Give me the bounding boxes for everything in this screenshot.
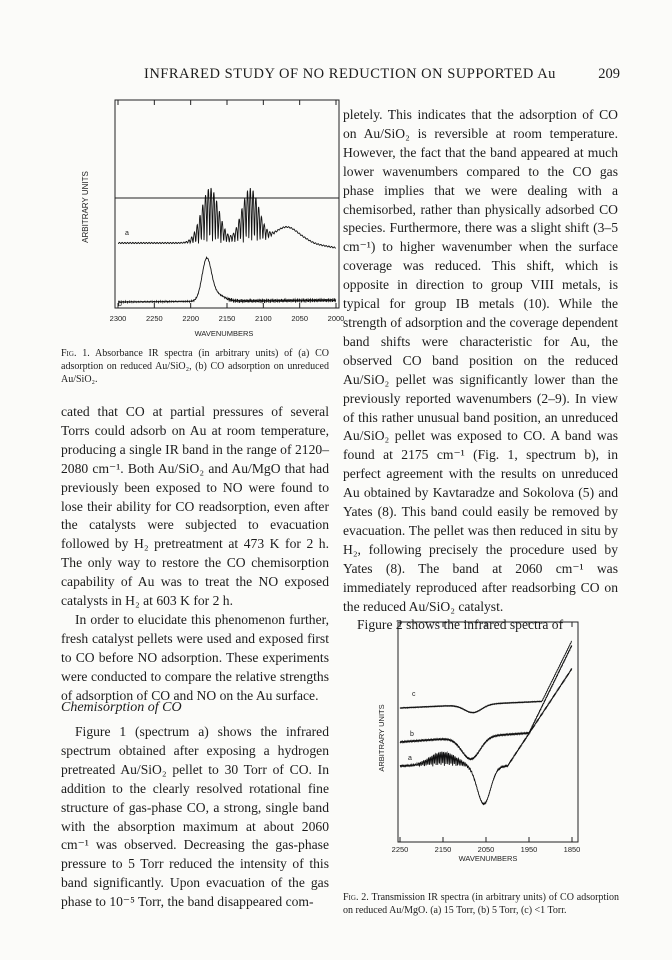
figure-1-caption-label: Fig. 1. xyxy=(61,348,90,359)
figure-1-tick-label: 2250 xyxy=(145,314,163,323)
figure-1-caption xyxy=(61,347,329,386)
right-paragraph-2: Figure 2 shows the infrared spectra of xyxy=(357,617,564,633)
figure-2-tick-label: 2050 xyxy=(477,845,495,854)
figure-2-x-axis-label: WAVENUMBERS xyxy=(458,854,518,863)
figure-2-curve-label-c: c xyxy=(412,691,416,698)
section-heading: Chemisorption of CO xyxy=(61,700,182,715)
figure-2 xyxy=(377,614,586,864)
figure-1-x-axis-label: WAVENUMBERS xyxy=(194,329,254,338)
running-header xyxy=(60,66,620,86)
right-paragraph-1: pletely. This indicates that the adsorption of CO on Au/SiO₂ is reversible at room temperature. However, the fact that the band appeared at much lower wavenumbers compared to the CO gas phase implies that we were dealing with a chemisorbed, rather than physically adsorbed CO species. Furthermore, there was a slight shift (3–5 cm⁻¹) to higher wavenumber when the surface coverage was reduced. This shift, which is opposite in direction to group VIII metals, is typical for group IB metals (10). While the strength of adsorption and the coverage dependent band shifts were characteristic for Au, the observed CO band position on the reduced Au/SiO₂ pellet was significantly lower than the previously reported wavenumbers (2–9). In view of this rather unusual band position, an unreduced Au/SiO₂ pellet was exposed to CO. A band was found at 2175 cm⁻¹ (Fig. 1, spectrum b), in perfect agreement with the results on unreduced Au obtained by Kavtaradze and Sokolova (5) and Yates (8). This band could easily be removed by evacuation. The pellet was then reduced in situ by H₂, following precisely the procedure used by Yates (8). The band at 2060 cm⁻¹ was immediately reproduced after readsorbing CO on the reduced Au/SiO₂ catalyst. xyxy=(343,107,618,614)
figure-1-spectrum-b xyxy=(118,257,336,303)
running-title: INFRARED STUDY OF NO REDUCTION ON SUPPORTED Au xyxy=(144,66,556,82)
left-paragraph-2: In order to elucidate this phenomenon further, fresh catalyst pellets were used and exposed first to CO before NO adsorption. These experiments were conducted to compare the relative strengths of adsorption of CO and NO on the Au surface. xyxy=(61,611,329,703)
left-column-top xyxy=(61,403,329,706)
figure-1-tick-label: 2150 xyxy=(218,314,236,323)
figure-1-spectrum-a xyxy=(118,188,336,248)
figure-1-caption-text: Absorbance IR spectra (in arbitrary units) of (a) CO adsorption on reduced Au/SiO₂, (b) CO adsorption on unreduced Au/SiO₂. xyxy=(61,348,330,385)
figure-1 xyxy=(60,95,345,345)
right-column xyxy=(343,106,618,635)
figure-1-tick-label: 2200 xyxy=(182,314,200,323)
figure-2-spectrum-a xyxy=(400,668,572,804)
left-paragraph-3: Figure 1 (spectrum a) shows the infrared spectrum obtained after exposing a hydrogen pretreated Au/SiO₂ pellet to 30 Torr of CO. In addition to the clearly resolved rotational fine structure of gas-phase CO, a strong, single band with the absorption maximum at about 2060 cm⁻¹ was observed. Decreasing the gas-phase pressure to 5 Torr reduced the intensity of this band significantly. Upon evacuation of the gas phase to 10⁻⁵ Torr, the band disappeared com- xyxy=(61,724,329,910)
figure-1-curve-label-b: b xyxy=(118,301,122,308)
figure-2-tick-label: 1950 xyxy=(520,845,538,854)
figure-1-frame xyxy=(115,100,339,308)
figure-1-tick-label: 2050 xyxy=(291,314,309,323)
figure-2-tick-label: 2250 xyxy=(391,845,409,854)
figure-2-spectrum-c xyxy=(400,641,572,713)
figure-1-tick-label: 2000 xyxy=(327,314,345,323)
left-column-bottom xyxy=(61,723,329,912)
figure-2-curve-label-a: a xyxy=(408,755,412,762)
figure-2-curve-label-b: b xyxy=(410,731,414,738)
figure-2-tick-label: 2150 xyxy=(434,845,452,854)
figure-2-y-axis-label: ARBITRARY UNITS xyxy=(377,704,386,772)
figure-1-tick-label: 2100 xyxy=(254,314,272,323)
figure-2-caption-label: Fig. 2. xyxy=(343,892,369,903)
left-paragraph-1: cated that CO at partial pressures of several Torrs could adsorb on Au at room temperature, producing a single IR band in the range of 2120–2080 cm⁻¹. Both Au/SiO₂ and Au/MgO that had previously been exposed to NO were found to lose their ability for CO readsorption, even after the catalysts were subjected to evacuation followed by H₂ pretreatment at 473 K for 2 h. The only way to restore the CO chemisorption capability of Au was to treat the NO exposed catalysts in H₂ at 603 K for 2 h. xyxy=(61,404,329,609)
figure-2-tick-label: 1850 xyxy=(563,845,581,854)
figure-2-caption-text: Transmission IR spectra (in arbitrary units) of CO adsorption on reduced Au/MgO. (a) 15 Torr, (b) 5 Torr, (c) <1 Torr. xyxy=(343,892,619,916)
figure-1-curve-label-a: a xyxy=(125,230,129,237)
figure-2-frame xyxy=(398,622,578,842)
figure-2-spectrum-b xyxy=(400,646,572,760)
figure-2-caption xyxy=(343,891,619,917)
figure-1-y-axis-label: ARBITRARY UNITS xyxy=(81,171,90,243)
page-number: 209 xyxy=(598,66,620,82)
figure-1-tick-label: 2300 xyxy=(109,314,127,323)
